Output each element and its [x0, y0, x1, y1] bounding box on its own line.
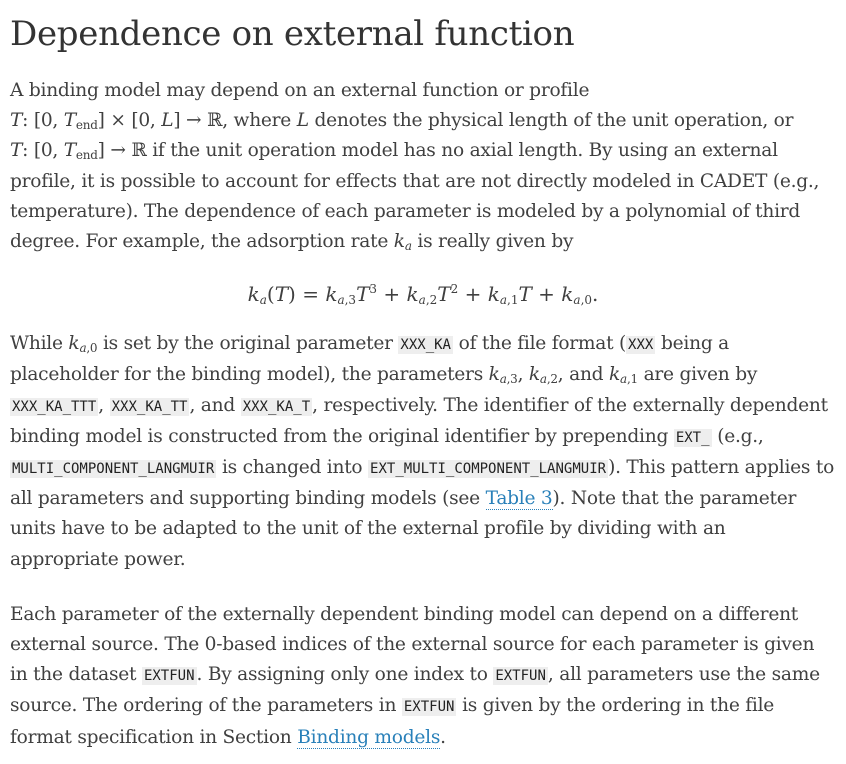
document-page: [0, 14, 846, 753]
text: being a placeholder for the binding model), the parameters: [10, 333, 729, 386]
text: , respectively. The identifier of the externally dependent binding model is constructed from the original identifier by prepending: [10, 394, 828, 447]
text: , and: [189, 394, 236, 416]
binding-models-link[interactable]: Binding models: [297, 726, 441, 748]
text: is given by the ordering in the file format specification in Section: [10, 695, 775, 748]
text: is set by the original parameter: [102, 333, 393, 355]
text: ). Note that the parameter units have to be adapted to the unit of the external profile by dividing with an appropriate power.: [10, 488, 797, 570]
code-extfun: EXTFUN: [495, 668, 546, 685]
section-heading: Dependence on external function: [10, 14, 575, 54]
code-ext-multi-component-langmuir: EXT_MULTI_COMPONENT_LANGMUIR: [370, 461, 607, 478]
text: of the file format (: [458, 333, 627, 355]
polynomial-equation: $k_a(T) = k_{a,3}T^3 + k_{a,2}T^2 + k_{a,1}T + k_{a,0}$.: [247, 282, 599, 308]
text: is really given by: [417, 231, 574, 253]
table-3-link[interactable]: Table 3: [485, 488, 553, 510]
text: is changed into: [221, 457, 363, 479]
text: .: [440, 726, 446, 748]
text: Each parameter of the externally dependent binding model can depend on a different external source. The 0-based indices of the external source for each parameter is given in the dataset: [10, 603, 815, 686]
code-ext-prefix: EXT_: [675, 429, 710, 446]
text: denotes the physical length of the unit operation, or: [314, 110, 794, 132]
paragraph-extfun: [10, 600, 836, 753]
paragraph-external-function: A binding model may depend on an external function or profile T: [0, $T_{end}] \times [0$, L] → ℝ, where L denotes the physical length of the unit operation, or T: [0, $T_{end}$] → ℝ if the unit operation model has no axial length. By using an external profile, it is possible to account for effects that are not directly modeled in CADET (e.g., temperature). The dependence of each parameter is modeled by a polynomial of third degree. For example, the adsorption rate $k_a$ is really given by: [10, 80, 820, 254]
text: . By assigning only one index to: [196, 664, 488, 686]
text: , where: [222, 110, 292, 132]
text: are given by: [643, 364, 758, 386]
code-xxx-ka-t: XXX_KA_T: [242, 398, 311, 415]
text: While: [10, 333, 63, 355]
paragraph-parameters: While $k_{a,0}$ is set by the original parameter XXX_KA of the file format ( XXX being a placeholder for the binding model), the parameters $k_{a,3}$, $k_{a,2}$, and $k_{a,1}$ are given by XXX_KA_TTT , XXX_KA_TT , and XXX_KA_T , respectively. The identifier of the externally dependent binding model is constructed from the original identifier by prepending EXT_ (e.g., MULTI_COMPONENT_LANGMUIR is changed into EXT_MULTI_COMPONENT_LANGMUIR ). This pattern applies to all parameters and supporting binding models (see Table 3). Note that the parameter units have to be adapted to the unit of the external profile by dividing with an appropriate power.: [10, 333, 835, 570]
text: if the unit operation model has no axial length. By using an external profile, it is possible to account for effects that are not directly modeled in CADET (e.g., temperature). The dependence of each parameter is modeled by a polynomial of third degree. For example, the adsorption rate: [10, 140, 820, 253]
text: ). This pattern applies to all parameters and supporting binding models (see: [10, 457, 835, 510]
code-xxx-ka: XXX_KA: [400, 337, 451, 354]
code-extfun: EXTFUN: [143, 668, 195, 685]
code-xxx: XXX: [628, 337, 654, 354]
text: , and: [557, 364, 604, 386]
code-xxx-ka-ttt: XXX_KA_TTT: [12, 398, 97, 415]
code-extfun: EXTFUN: [403, 699, 455, 716]
code-multi-component-langmuir: MULTI_COMPONENT_LANGMUIR: [12, 461, 215, 478]
text: (e.g.,: [717, 425, 764, 447]
text: A binding model may depend on an external function or profile: [10, 80, 590, 101]
text: , all parameters use the same source. The ordering of the parameters in: [10, 664, 820, 717]
code-xxx-ka-tt: XXX_KA_TT: [111, 398, 188, 415]
